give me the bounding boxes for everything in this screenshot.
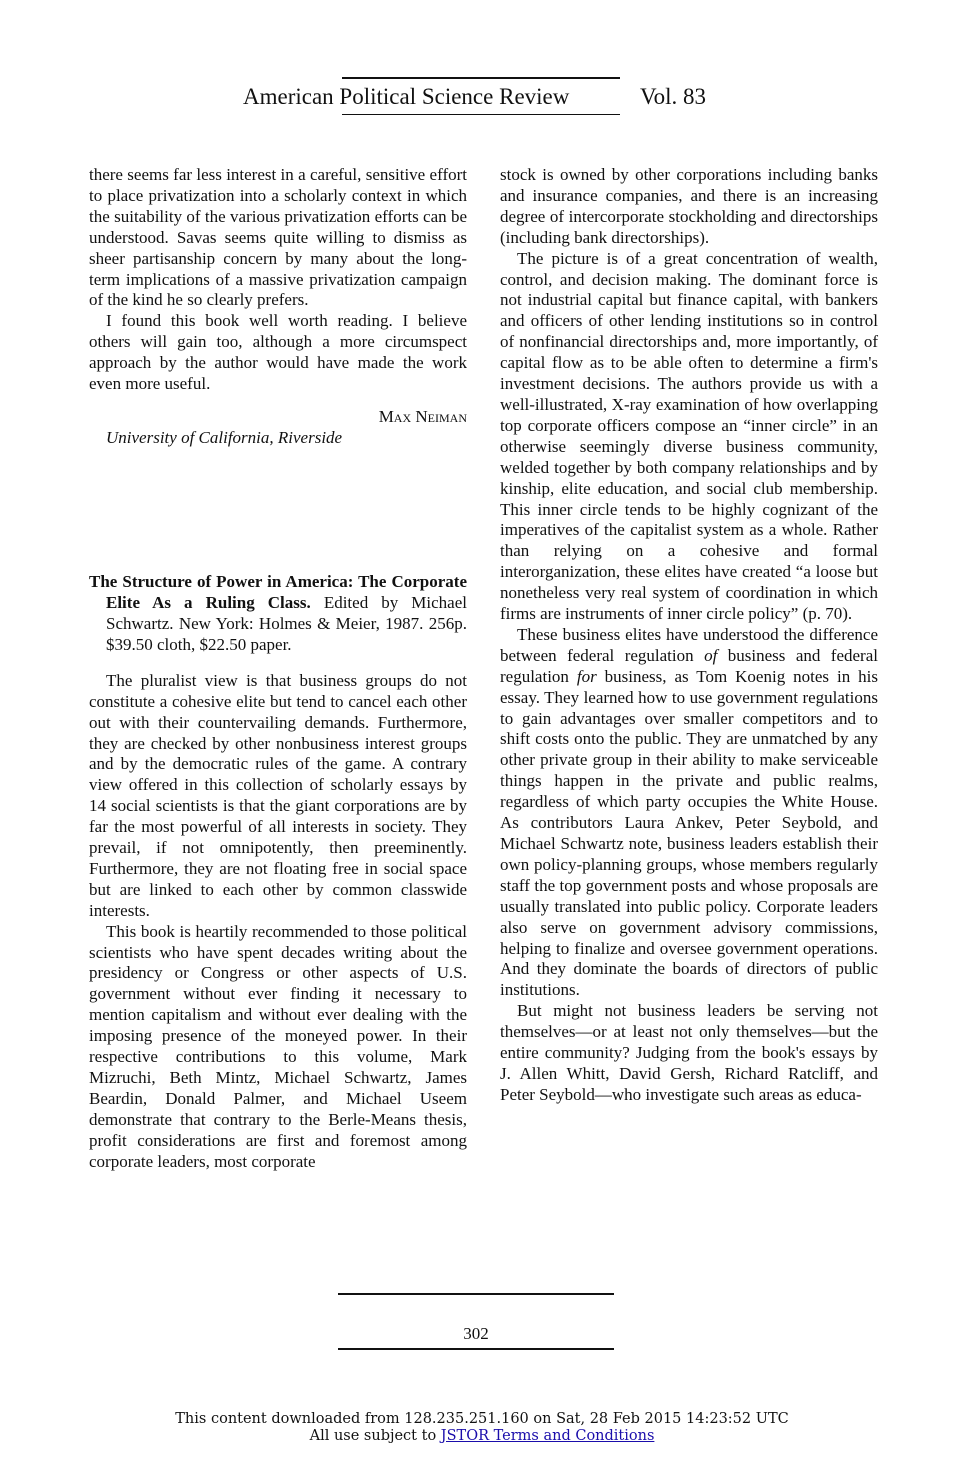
paragraph: The picture is of a great concentration of wealth, control, and decision making. The dominant force is not industrial capital but finance capital, with bankers and officers of other lending institutions so in control of nonfinancial directorships and, more importantly, of capital flow as to be able often to determine a firm's investment decisions. The authors provide us with a well-illustrated, X-ray examination of how overlapping top corporate officers compose an “inner circle” in an otherwise seemingly diverse business community, welded together by both company relationships and by kinship, elite education, and social club membership. This inner circle tends to be highly cognizant of the imperatives of the capitalist system as a whole. Rather than relying on a cohesive and formal interorganization, these elites have created “a loose but nonetheless very real system of coordination in which firms are instruments of inner circle policy” (p. 70).: [500, 248, 878, 624]
download-notice: [0, 1411, 964, 1445]
jstor-terms-link[interactable]: JSTOR Terms and Conditions: [440, 1428, 655, 1444]
reviewer-signature: Max Neiman: [378, 406, 467, 426]
book-title: The Structure of Power in America: The Corporate Elite As a Ruling Class.: [89, 571, 467, 612]
paragraph: [500, 625, 878, 1001]
paragraph: I found this book well worth reading. I believe others will gain too, although a more circumspect approach by the author would have made the work even more useful.: [89, 311, 467, 394]
paragraph: This book is heartily recommended to those political scientists who have spent decades writing about the presidency or Congress or other aspects of U.S. government without ever finding it necessary to mention capitalism and without ever dealing with the imposing presence of the moneyed power. In their respective contributions to this volume, Mark Mizruchi, Beth Mintz, Michael Schwartz, James Beardin, Donald Palmer, and Michael Useem demonstrate that contrary to the Berle-Means thesis, profit considerations are first and foremost among corporate leaders, most corporate: [89, 921, 467, 1171]
running-header: [0, 72, 964, 124]
page-number: 302: [463, 1324, 489, 1343]
emphasis: for: [576, 666, 597, 686]
left-column: [89, 165, 467, 1173]
text-run: business and federal regulation: [500, 645, 878, 686]
emphasis: of: [704, 645, 718, 665]
footer-rule-bottom: [338, 1348, 614, 1350]
book-bibliographic-info: Edited by Michael Schwartz. New York: Holmes & Meier, 1987. 256p. $39.50 cloth, $22.50 paper.: [106, 592, 467, 654]
text-run: These business elites have understood the difference between federal regulation: [500, 624, 878, 665]
terms-prefix: All use subject to: [309, 1428, 441, 1444]
footer-rule-top: [338, 1293, 614, 1295]
header-rule-top: [342, 77, 620, 79]
journal-title: American Political Science Review: [243, 84, 570, 109]
header-rule-bottom: [342, 114, 620, 115]
terms-line: [0, 1428, 964, 1445]
text-run: business, as Tom Koenig notes in his essay. They learned how to use government regulations to gain advantages over smaller competitors and to shift costs onto the public. They are unmatched by any other private group in their ability to make serviceable things happen in the private and public realms, regardless of which party occupies the White House. As contributors Laura Ankev, Peter Seybold, and Michael Schwartz note, business leaders establish their own policy-planning groups, whose members regularly staff the top government posts and whose proposals are usually translated into public policy. Corporate leaders also serve on government advisory commissions, helping to finalize and oversee government operations. And they dominate the boards of directors of public institutions.: [500, 666, 878, 1000]
right-column: [500, 165, 878, 1106]
paragraph: The pluralist view is that business groups do not constitute a cohesive elite but tend to cancel each other out with their countervailing demands. Furthermore, they are checked by other nonbusiness interest groups and by the democratic rules of the game. A contrary view offered in this collection of scholarly essays by 14 social scientists is that the giant corporations are by far the most powerful of all interests in society. They prevail, if not omnipotently, then preeminently. Furthermore, they are not floating free in social space but are linked to each other by common classwide interests.: [89, 670, 467, 920]
paragraph: But might not business leaders be serving not themselves—or at least not only themselves—but the entire community? Judging from the book's essays by J. Allen Whitt, David Gersh, Richard Ratcliff, and Peter Seybold—who investigate such areas as educa-: [500, 1001, 878, 1104]
paragraph: stock is owned by other corporations including banks and insurance companies, and there is an increasing degree of intercorporate stockholding and directorships (including bank directorships).: [500, 165, 878, 247]
paragraph: there seems far less interest in a careful, sensitive effort to place privatization into a scholarly context in which the suitability of the various privatization efforts can be understood. Savas seems quite willing to dismiss as sheer partisanship concern by many about the long-term implications of a massive privatization campaign of the kind he so clearly prefers.: [89, 165, 467, 310]
download-line: This content downloaded from 128.235.251.160 on Sat, 28 Feb 2015 14:23:52 UTC: [175, 1411, 789, 1427]
review-heading: [89, 571, 467, 655]
volume-label: Vol. 83: [640, 84, 707, 109]
reviewer-affiliation: University of California, Riverside: [106, 427, 343, 447]
